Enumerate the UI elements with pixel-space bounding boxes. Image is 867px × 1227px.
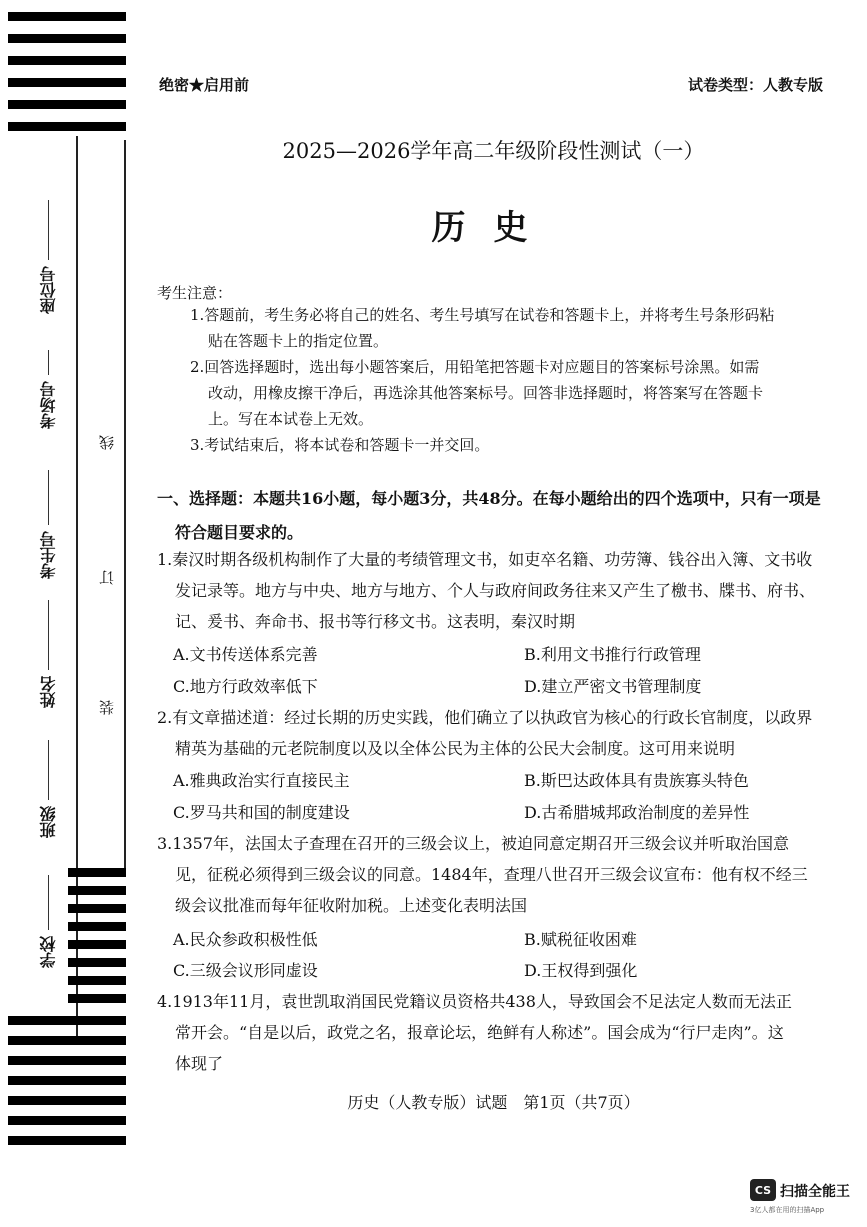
question-1: 1.秦汉时期各级机构制作了大量的考绩管理文书，如吏卒名籍、功劳簿、钱谷出入簿、文书收 发记录等。地方与中央、地方与地方、个人与政府间政务往来又产生了檄书、牒书、府书、 记、爰书、奔命书、报书等行移文书。这表明，秦汉时期 [157,550,816,631]
q1-option-d: D.建立严密文书管理制度 [524,677,702,696]
note-item: 2.回答选择题时，选出每小题答案后，用铅笔把答题卡对应题目的答案标号涂黑。如需 改动，用橡皮擦干净后，再选涂其他答案标号。回答非选择题时，将答案写在答题卡 上。写在本试卷上无效。 [190,358,764,428]
scanner-name: 扫描全能王 [780,1184,850,1200]
q2-option-c: C.罗马共和国的制度建设 [173,803,350,822]
question-3: 3.1357年，法国太子查理在召开的三级会议上，被迫同意定期召开三级会议并听取治国意 见，征税必须得到三级会议的同意。1484年，查理八世召开三级会议宣布：他有权不经三 级会议批准而每年征收附加税。上述变化表明法国 [157,834,808,915]
field-school: 学校 [28,875,68,968]
question-4: 4.1913年11月，袁世凯取消国民党籍议员资格共438人，导致国会不足法定人数而无法正 常开会。“自是以后，政党之名，报章论坛，绝鲜有人称述”。国会成为“行尸走肉”。这 体现了 [157,992,792,1073]
confidential-label: 绝密★启用前 [159,76,250,94]
q3-option-a: A.民众参政积极性低 [173,930,318,949]
cut-mark-bind: 装 [98,700,116,715]
scanner-watermark [750,1179,860,1219]
field-room: 考场号 [28,350,68,429]
scanner-tagline: 3亿人都在用的扫描App [750,1206,825,1214]
cut-mark-staple: 订 [98,570,116,585]
exam-title: 2025—2026学年高二年级阶段性测试（一） [282,139,705,163]
section-heading: 一、选择题：本题共16小题，每小题3分，共48分。在每小题给出的四个选项中，只有一项是 符合题目要求的。 [157,489,821,542]
notes-title: 考生注意： [157,284,233,302]
cut-mark-line: 线 [98,435,116,450]
question-2: 2.有文章描述道：经过长期的历史实践，他们确立了以执政官为核心的行政长官制度，以政界 精英为基础的元老院制度以及以全体公民为主体的公民大会制度。这可用来说明 [157,708,813,758]
q1-option-c: C.地方行政效率低下 [173,677,318,696]
q2-option-b: B.斯巴达政体具有贵族寡头特色 [524,771,749,790]
q3-option-b: B.赋税征收困难 [524,930,637,949]
q2-option-d: D.古希腊城邦政治制度的差异性 [524,803,750,822]
field-name: 姓名 [28,600,68,708]
field-candidate-no: 考生号 [28,470,68,579]
field-class: 班级 [28,740,68,838]
barcode-top [8,0,126,140]
field-seat: 座位号 [28,200,68,314]
q3-option-d: D.王权得到强化 [524,961,638,980]
q1-option-b: B.利用文书推行行政管理 [524,645,701,664]
q1-option-a: A.文书传送体系完善 [173,645,318,664]
note-item: 1.答题前，考生务必将自己的姓名、考生号填写在试卷和答题卡上，并将考生号条形码粘 贴在答题卡上的指定位置。 [190,306,775,350]
paper-type-label: 试卷类型：人教专版 [688,76,824,94]
scanner-logo-icon: CS [750,1179,776,1201]
q3-option-c: C.三级会议形同虚设 [173,961,318,980]
q2-option-a: A.雅典政治实行直接民主 [173,771,350,790]
binding-line [124,140,126,870]
subject-title: 历史 [431,208,556,248]
barcode-bottom [8,868,126,1158]
page-footer: 历史（人教专版）试题 第1页（共7页） [347,1093,640,1112]
note-item: 3.考试结束后，将本试卷和答题卡一并交回。 [190,436,490,454]
